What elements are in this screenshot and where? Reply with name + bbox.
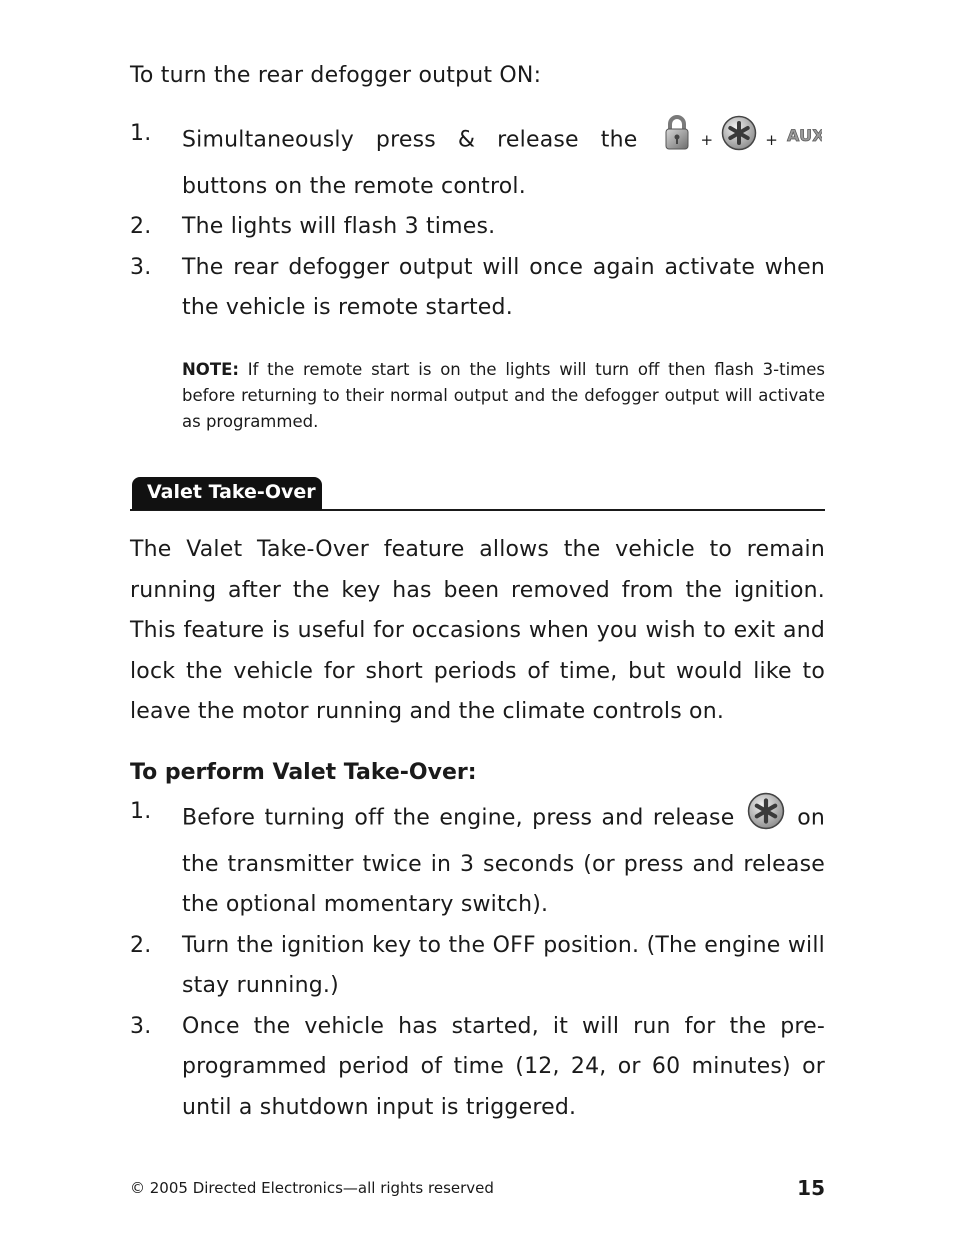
step-number: 3.: [130, 254, 152, 280]
defogger-steps: [130, 114, 825, 329]
copyright-notice: © 2005 Directed Electronics—all rights reserved: [130, 1179, 494, 1197]
aux-button-icon: [786, 120, 822, 161]
list-item: [130, 926, 825, 1007]
plus-sign: +: [765, 131, 778, 149]
valet-steps: [130, 792, 825, 1128]
step-text: The rear defogger output will once again activate when the vehicle is remote started.: [182, 254, 825, 320]
list-item: [130, 114, 825, 207]
procedure-heading: To perform Valet Take-Over:: [130, 760, 477, 785]
plus-sign: +: [700, 131, 714, 149]
aux-label: AUX: [787, 126, 822, 145]
step-number: 3.: [130, 1013, 152, 1039]
step-text-before: Simultaneously press & release the: [182, 127, 638, 153]
step-text: Once the vehicle has started, it will run for the pre-programmed period of time (12, 24, or 60 minutes) or until a shutdown input is triggered.: [182, 1013, 825, 1120]
page-number: 15: [797, 1176, 825, 1200]
list-item: [130, 1007, 825, 1129]
star-button-icon: [721, 115, 757, 166]
step-text-before: Before turning off the engine, press and release: [182, 805, 735, 831]
step-number: 1.: [130, 121, 152, 146]
star-button-icon: [747, 792, 785, 845]
list-item: [130, 792, 825, 926]
step-text: The lights will flash 3 times.: [182, 214, 496, 239]
intro-text: To turn the rear defogger output ON:: [130, 63, 542, 88]
note-text: If the remote start is on the lights will turn off then flash 3-times before returning to their normal output and the defogger output will activate as programmed.: [182, 360, 825, 431]
section-title: Valet Take-Over: [132, 477, 322, 510]
step-text: Turn the ignition key to the OFF position. (The engine will stay running.): [182, 932, 825, 998]
section-header: [130, 477, 825, 511]
step-number: 2.: [130, 932, 152, 958]
note-label: NOTE:: [182, 360, 239, 379]
list-item: [130, 248, 825, 329]
step-number: 2.: [130, 214, 152, 239]
list-item: [130, 207, 825, 248]
step-number: 1.: [130, 799, 152, 824]
valet-description: The Valet Take-Over feature allows the vehicle to remain running after the key has been removed from the ignition. This feature is useful for occasions when you wish to exit and lock the vehicle for short periods of time, but would like to leave the motor running and the climate controls on.: [130, 537, 825, 724]
lock-button-icon: [662, 114, 692, 167]
note-block: [182, 357, 825, 435]
step-text-after: on the transmitter twice in 3 seconds (or press and release the optional momentary switch).: [182, 805, 825, 917]
step-text-after: buttons on the remote control.: [182, 173, 526, 199]
